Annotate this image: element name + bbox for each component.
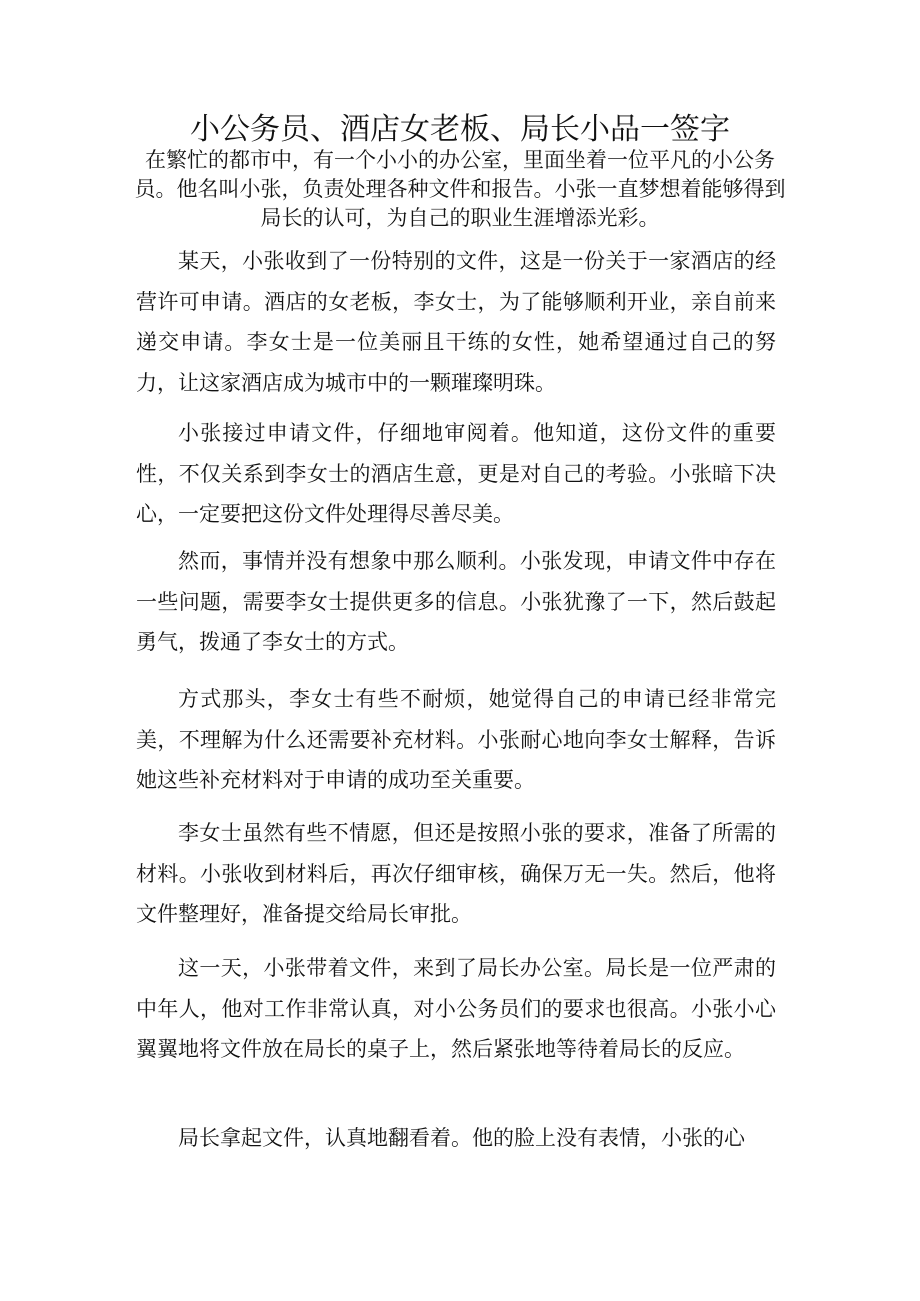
body-paragraph: 某天，小张收到了一份特别的文件，这是一份关于一家酒店的经营许可申请。酒店的女老板，李女士，为了能够顺利开业，亲自前来递交申请。李女士是一位美丽且干练的女性，她希望通过自己的努力，让这家酒店成为城市中的一颗璀璨明珠。 [136, 249, 776, 395]
body-paragraph: 方式那头，李女士有些不耐烦，她觉得自己的申请已经非常完美，不理解为什么还需要补充材料。小张耐心地向李女士解释，告诉她这些补充材料对于申请的成功至关重要。 [136, 687, 776, 792]
body-paragraph: 然而，事情并没有想象中那么顺利。小张发现，申请文件中存在一些问题，需要李女士提供更多的信息。小张犹豫了一下，然后鼓起勇气，拨通了李女士的方式。 [136, 549, 776, 654]
body-paragraph: 李女士虽然有些不情愿，但还是按照小张的要求，准备了所需的材料。小张收到材料后，再次仔细审核，确保万无一失。然后，他将文件整理好，准备提交给局长审批。 [136, 821, 776, 926]
body-paragraph: 小张接过申请文件，仔细地审阅着。他知道，这份文件的重要性，不仅关系到李女士的酒店生意，更是对自己的考验。小张暗下决心，一定要把这份文件处理得尽善尽美。 [136, 421, 776, 526]
intro-paragraph: 在繁忙的都市中，有一个小小的办公室，里面坐着一位平凡的小公务员。他名叫小张，负责处理各种文件和报告。小张一直梦想着能够得到局长的认可，为自己的职业生涯增添光彩。 [134, 148, 786, 230]
body-paragraph: 这一天，小张带着文件，来到了局长办公室。局长是一位严肃的中年人，他对工作非常认真，对小公务员们的要求也很高。小张小心翼翼地将文件放在局长的桌子上，然后紧张地等待着局长的反应。 [136, 956, 776, 1061]
body-paragraph: 局长拿起文件，认真地翻看着。他的脸上没有表情，小张的心 [178, 1126, 745, 1150]
document-title: 小公务员、酒店女老板、局长小品一签字 [190, 112, 730, 147]
